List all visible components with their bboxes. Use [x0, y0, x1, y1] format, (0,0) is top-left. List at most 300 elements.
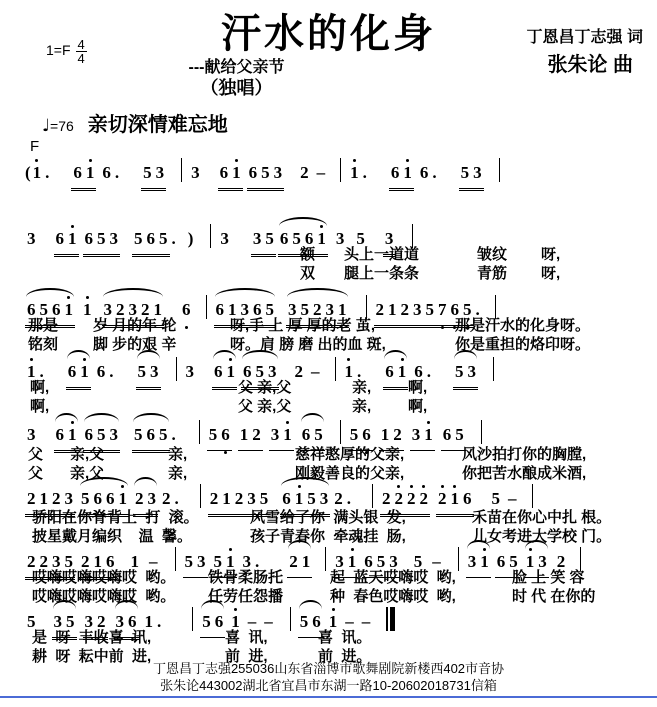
music-note: 1 — [25, 363, 38, 382]
final-barline-thin — [386, 607, 388, 631]
slur-arc — [384, 350, 407, 359]
music-note: 3 — [273, 163, 283, 182]
music-note: 6 — [215, 300, 224, 319]
barline — [335, 357, 336, 381]
music-note: 5 — [261, 163, 270, 182]
music-note: 3 — [185, 362, 194, 381]
barline — [495, 295, 496, 319]
lyric-segment: 亲,父 — [70, 446, 105, 463]
music-note: 2 — [313, 300, 322, 319]
music-note: 6 — [106, 489, 115, 508]
lyric-segment: 双 — [300, 265, 316, 282]
note-group — [66, 359, 91, 390]
music-system — [25, 158, 507, 188]
octave-dot-above — [441, 485, 444, 488]
music-note: 1 — [449, 490, 462, 509]
note-group — [136, 359, 161, 390]
barline — [499, 158, 500, 182]
slur-arc — [67, 350, 90, 359]
note-group — [25, 422, 38, 448]
music-note: 1 — [224, 553, 237, 572]
music-note: 5 — [292, 229, 301, 248]
lyric-segment: 你是重担的烙印呀。 — [455, 336, 591, 353]
lyric-segment: 啊, — [408, 379, 428, 396]
note-group — [269, 422, 294, 451]
music-note: 6 — [52, 300, 61, 319]
barline — [290, 607, 291, 631]
note-group — [31, 160, 44, 186]
octave-dot-above — [71, 225, 74, 228]
lyric-segment: 亲, — [352, 398, 372, 415]
music-note: 6 — [301, 425, 311, 444]
music-note: 1 — [239, 425, 249, 444]
lyric-segment: 亲,父 — [70, 465, 105, 482]
final-barline-thick — [390, 607, 395, 631]
chord-label: F — [30, 138, 40, 155]
barline — [458, 547, 459, 571]
music-note: 5 — [39, 300, 48, 319]
augmentation-dot: . — [157, 612, 162, 631]
music-note: 6 — [146, 229, 155, 248]
music-note: 1 — [39, 489, 48, 508]
augmentation-dot: . — [171, 425, 176, 444]
slur-arc — [134, 477, 157, 486]
time-bottom: 4 — [77, 51, 85, 66]
barline — [210, 224, 211, 248]
music-note: 6 — [496, 552, 506, 571]
music-note: 6 — [84, 425, 93, 444]
lyric-segment: 岁 月的年 轮 — [93, 317, 177, 334]
music-note: 1 — [230, 164, 243, 183]
dash: – — [247, 612, 257, 631]
music-note: 1 — [66, 426, 79, 445]
barline — [206, 295, 207, 319]
music-note: 5 — [425, 300, 434, 319]
music-note: 6 — [243, 362, 252, 381]
music-note: 3 — [413, 300, 422, 319]
note-group — [251, 226, 276, 257]
lyric-segment: 哎嗨哎嗨哎嗨哎 哟。 — [32, 588, 176, 605]
octave-dot-above — [332, 608, 335, 611]
music-note: 2 — [27, 552, 36, 571]
music-note: 1 — [63, 301, 76, 320]
lyric-segment: 禾苗在你心中扎 根。 — [472, 509, 612, 526]
music-note: 3 — [325, 300, 334, 319]
music-note: 3 — [220, 229, 229, 248]
lyric-segment: 青筋 — [477, 265, 508, 282]
music-note: 3 — [538, 552, 547, 571]
lyric-segment: 脸 上 笑 容 — [512, 569, 585, 586]
composer-credit: 张朱论 曲 — [547, 54, 633, 76]
music-note: 6 — [279, 229, 289, 248]
music-note: 2 — [418, 490, 431, 509]
final-barline — [386, 607, 395, 639]
octave-dot-above — [406, 159, 409, 162]
music-note: 2 — [556, 552, 566, 571]
lyric-segment: 啊, — [408, 398, 428, 415]
music-note: 3 — [319, 489, 329, 508]
lyric-segment: 儿女考进大学校 门。 — [472, 528, 612, 545]
music-note: 6 — [414, 362, 423, 381]
music-note: 5 — [455, 362, 464, 381]
music-note: 2 — [393, 490, 406, 509]
music-note: 3 — [128, 300, 137, 319]
note-group — [418, 160, 431, 186]
music-note: 3 — [335, 552, 344, 571]
music-note: 3 — [52, 552, 61, 571]
music-note: 3 — [467, 362, 476, 381]
barline — [532, 484, 533, 508]
music-note: 5 — [259, 489, 269, 508]
music-note: 6 — [449, 301, 462, 320]
note-group — [348, 160, 361, 186]
music-note: 1 — [225, 363, 238, 382]
barline — [200, 484, 201, 508]
music-note: 2 — [39, 552, 48, 571]
lyric-segment: 呀。肩 膀 磨 出的血 斑, — [230, 336, 386, 353]
music-note: 3 — [64, 489, 73, 508]
octave-dot-above — [453, 485, 456, 488]
music-note: 2 — [116, 300, 125, 319]
augmentation-dot: . — [475, 300, 480, 319]
music-note: 6 — [73, 163, 82, 182]
music-note: 2 — [400, 300, 409, 319]
music-note: 1 — [153, 300, 162, 319]
note-group — [410, 422, 435, 451]
dash: – — [508, 489, 517, 508]
music-note: 6 — [219, 426, 232, 445]
music-note: 2 — [52, 489, 61, 508]
octave-dot-above — [353, 159, 356, 162]
music-note: 2 — [135, 489, 144, 508]
music-note: 1 — [222, 489, 231, 508]
key-label: 1=F — [46, 42, 71, 59]
dash: – — [264, 612, 273, 631]
music-note: 1 — [301, 552, 311, 571]
octave-dot-above — [235, 159, 238, 162]
note-group — [100, 160, 113, 186]
slur-arc — [287, 288, 348, 297]
note-group — [436, 486, 474, 517]
lyric-segment: 风雪给了你 满头银 发, — [250, 509, 406, 526]
lyric-segment: 啊, — [30, 398, 50, 415]
music-note: 5 — [27, 612, 36, 631]
music-note: 1 — [315, 230, 328, 249]
barline — [325, 547, 326, 571]
music-note: 5 — [461, 301, 474, 320]
music-note: 5 — [184, 552, 193, 571]
lyric-segment: 呀, — [541, 246, 561, 263]
barline — [181, 158, 182, 182]
music-note: 1 — [31, 164, 44, 183]
slur-arc — [115, 600, 138, 609]
augmentation-dot: . — [174, 489, 179, 508]
music-note: 2 — [436, 490, 449, 509]
music-note: 3 — [242, 552, 251, 571]
music-note: 3 — [147, 489, 156, 508]
music-note: 3 — [155, 163, 165, 182]
lyric-segment: 种 春色哎嗨哎 哟, — [330, 588, 456, 605]
music-note: 3 — [84, 612, 93, 631]
parenthesis: ( — [25, 163, 31, 182]
music-note: 5 — [159, 229, 168, 248]
music-note: 6 — [419, 163, 429, 182]
contact-line-1: 丁恩昌丁志强255036山东省淄博市歌舞剧院新楼西402市音协 — [152, 661, 505, 676]
music-note: 2 — [234, 489, 244, 508]
music-note: 6 — [104, 553, 117, 572]
lyric-segment: 父 — [28, 446, 44, 463]
music-note: 6 — [442, 425, 452, 444]
music-note: 2 — [393, 425, 402, 444]
octave-dot-above — [397, 485, 400, 488]
barline — [175, 547, 176, 571]
note-group — [218, 160, 243, 191]
music-note: 6 — [390, 163, 400, 182]
barline — [580, 547, 581, 571]
music-note: 3 — [27, 425, 36, 444]
barline — [366, 295, 367, 319]
music-note: 6 — [364, 552, 373, 571]
music-note: 2 — [97, 612, 106, 631]
music-note: 1 — [66, 230, 79, 249]
music-note: 5 — [491, 489, 500, 508]
barline — [493, 357, 494, 381]
music-note: 5 — [299, 612, 309, 631]
dash: – — [345, 612, 354, 631]
lyric-segment: 披星戴月编织 温 馨。 — [32, 528, 193, 545]
octave-dot-above — [286, 421, 289, 424]
octave-dot-above — [347, 358, 350, 361]
music-note: 1 — [396, 363, 409, 382]
note-group — [200, 609, 225, 638]
lyric-segment: 孩子青春你 牵魂挂 肠, — [250, 528, 406, 545]
music-note: 3 — [27, 229, 36, 248]
page-title: 汗水的化身 — [221, 12, 436, 56]
music-note: 1 — [293, 490, 306, 509]
music-note: 3 — [109, 425, 118, 444]
dash: – — [149, 552, 158, 571]
music-note: 6 — [463, 489, 472, 508]
music-note: 6 — [248, 163, 258, 182]
augmentation-dot: . — [114, 163, 120, 182]
music-note: 1 — [524, 553, 537, 572]
music-note: 3 — [103, 300, 112, 319]
music-note: 6 — [96, 362, 106, 381]
barline — [340, 420, 341, 444]
music-note: 6 — [282, 489, 291, 508]
lyric-segment: 你把苦水酿成米酒, — [462, 465, 587, 482]
slur-arc — [26, 288, 74, 297]
octave-dot-above — [89, 159, 92, 162]
slur-arc — [103, 288, 164, 297]
music-note: 1 — [380, 425, 390, 444]
contact-line-2: 张朱论443002湖北省宜昌市东湖一路10-20602018731信箱 — [160, 678, 497, 693]
music-note: 2 — [300, 163, 309, 182]
dedication: ---献给父亲节 — [188, 59, 285, 76]
slur-arc — [215, 288, 276, 297]
music-note: 2 — [252, 425, 261, 444]
music-note: 5 — [413, 552, 423, 571]
note-group — [207, 422, 232, 451]
music-note: 3 — [288, 300, 297, 319]
note-group — [218, 226, 231, 252]
slur-arc — [299, 600, 322, 609]
music-note: 2 — [294, 362, 303, 381]
music-note: 1 — [78, 363, 91, 382]
slur-arc — [242, 350, 278, 359]
lyric-segment: 额 — [300, 246, 316, 263]
music-note: 5 — [300, 300, 309, 319]
music-note: 1 — [401, 164, 414, 183]
music-note: 6 — [180, 301, 193, 320]
lyric-segment: 前 进。 — [318, 648, 372, 665]
slur-arc — [53, 600, 76, 609]
lyric-segment: 是 呀 丰收喜 讯, — [32, 629, 152, 646]
music-note: 3 — [467, 552, 477, 571]
barline — [372, 484, 373, 508]
music-note: 1 — [84, 164, 97, 183]
note-group — [298, 160, 311, 186]
music-note: 5 — [455, 425, 464, 444]
barline — [199, 420, 200, 444]
note-group — [81, 297, 94, 323]
music-note: 3 — [389, 552, 398, 571]
music-note: 6 — [219, 163, 229, 182]
note-group — [141, 160, 166, 191]
lyric-segment: 铭刻 — [28, 336, 59, 353]
lyric-segment: 呀,手 上 厚 厚的老 茧, — [230, 317, 376, 334]
lyric-segment: 哎嗨哎嗨哎嗨哎 哟。 — [32, 569, 176, 586]
music-note: 2 — [334, 489, 343, 508]
note-group — [287, 549, 312, 578]
note-group — [25, 226, 38, 252]
music-note: 1 — [422, 426, 435, 445]
music-note: 2 — [289, 552, 298, 571]
music-note: 1 — [117, 490, 130, 509]
augmentation-dot: . — [357, 362, 362, 381]
music-note: 5 — [202, 612, 211, 631]
music-note: 6 — [312, 612, 321, 631]
music-note: 5 — [208, 425, 218, 444]
music-note: 1 — [228, 300, 237, 319]
lyric-segment: 父 亲,父 — [238, 398, 292, 415]
lyric-segment: 皱纹 — [477, 246, 508, 263]
music-note: 3 — [384, 229, 394, 248]
octave-dot-above — [229, 548, 232, 551]
dash: – — [361, 612, 371, 631]
music-note: 5 — [66, 612, 75, 631]
music-note: 1 — [478, 553, 491, 572]
music-note: 5 — [137, 362, 146, 381]
music-note: 1 — [281, 426, 294, 445]
lyricist-credit: 丁恩昌丁志强 词 — [526, 29, 643, 46]
music-note: 2 — [405, 490, 418, 509]
slur-arc — [133, 413, 169, 422]
octave-dot-below — [441, 326, 444, 329]
slur-arc — [279, 217, 327, 226]
expression-text: 亲切深情难忘地 — [87, 114, 228, 136]
music-note: 6 — [126, 613, 139, 632]
augmentation-dot: . — [39, 362, 44, 381]
music-note: 3 — [268, 362, 277, 381]
note-group — [71, 160, 96, 191]
music-note: 1 — [348, 164, 361, 183]
lyric-segment: 慈祥憨厚的父亲, — [295, 446, 405, 463]
octave-dot-above — [427, 421, 430, 424]
barline — [481, 420, 482, 444]
music-note: 6 — [253, 300, 262, 319]
lyric-segment: 父 亲,父 — [238, 379, 292, 396]
music-note: 5 — [349, 425, 359, 444]
lyric-segment: 亲, — [352, 379, 372, 396]
music-note: 1 — [346, 553, 359, 572]
augmentation-dot: . — [255, 552, 260, 571]
music-note: 1 — [338, 300, 347, 319]
lyric-segment: 任劳任怨播 — [208, 588, 284, 605]
tempo-bpm: =76 — [50, 118, 74, 134]
dash: – — [432, 552, 441, 571]
lyric-segment: 那是 — [28, 317, 59, 334]
augmentation-dot: . — [346, 489, 351, 508]
music-note: 3 — [270, 425, 280, 444]
note-group — [459, 160, 484, 191]
barline — [176, 357, 177, 381]
octave-dot-below — [185, 326, 188, 329]
music-note: 5 — [460, 163, 470, 182]
barline — [412, 224, 413, 248]
music-note: 6 — [304, 229, 314, 248]
music-note: 1 — [229, 613, 242, 632]
music-note: 1 — [327, 613, 340, 632]
music-note: 2 — [162, 489, 171, 508]
music-note: 5 — [314, 425, 323, 444]
octave-dot-above — [351, 548, 354, 551]
music-note: 6 — [67, 362, 77, 381]
octave-dot-above — [234, 608, 237, 611]
music-note: 6 — [27, 300, 36, 319]
note-group — [247, 160, 285, 191]
music-note: 1 — [388, 300, 397, 319]
slur-arc — [55, 413, 78, 422]
bottom-accent-line — [0, 696, 657, 698]
lyric-segment: 那是汗水的化身呀。 — [455, 317, 591, 334]
augmentation-dot: . — [45, 163, 50, 182]
quarter-note-icon: ♩ — [42, 116, 51, 136]
lyric-segment: 风沙拍打你的胸膛, — [462, 446, 587, 463]
lyric-segment: 头上一道道 — [344, 246, 420, 263]
lyric-segment: 啊, — [30, 379, 50, 396]
music-note: 5 — [81, 489, 90, 508]
lyric-segment: 亲, — [168, 465, 188, 482]
music-note: 5 — [255, 362, 264, 381]
lyric-segment: 喜 讯, — [225, 629, 268, 646]
lyric-segment: 刚毅善良的父亲, — [295, 465, 405, 482]
lyric-segment: 脚 步的艰 辛 — [93, 336, 177, 353]
lyric-segment: 起 蓝天哎嗨哎 哟, — [330, 569, 456, 586]
slur-arc — [137, 350, 160, 359]
augmentation-dot: . — [171, 229, 176, 248]
octave-dot-above — [410, 485, 413, 488]
note-group — [132, 226, 170, 257]
music-note: 5 — [376, 552, 386, 571]
music-note: 7 — [436, 301, 449, 320]
music-note: 2 — [209, 489, 219, 508]
note-group — [293, 359, 306, 385]
music-note: 5 — [307, 489, 316, 508]
lyric-segment: 腿上一条条 — [344, 265, 420, 282]
music-note: 5 — [265, 229, 274, 248]
octave-dot-below — [224, 451, 227, 454]
